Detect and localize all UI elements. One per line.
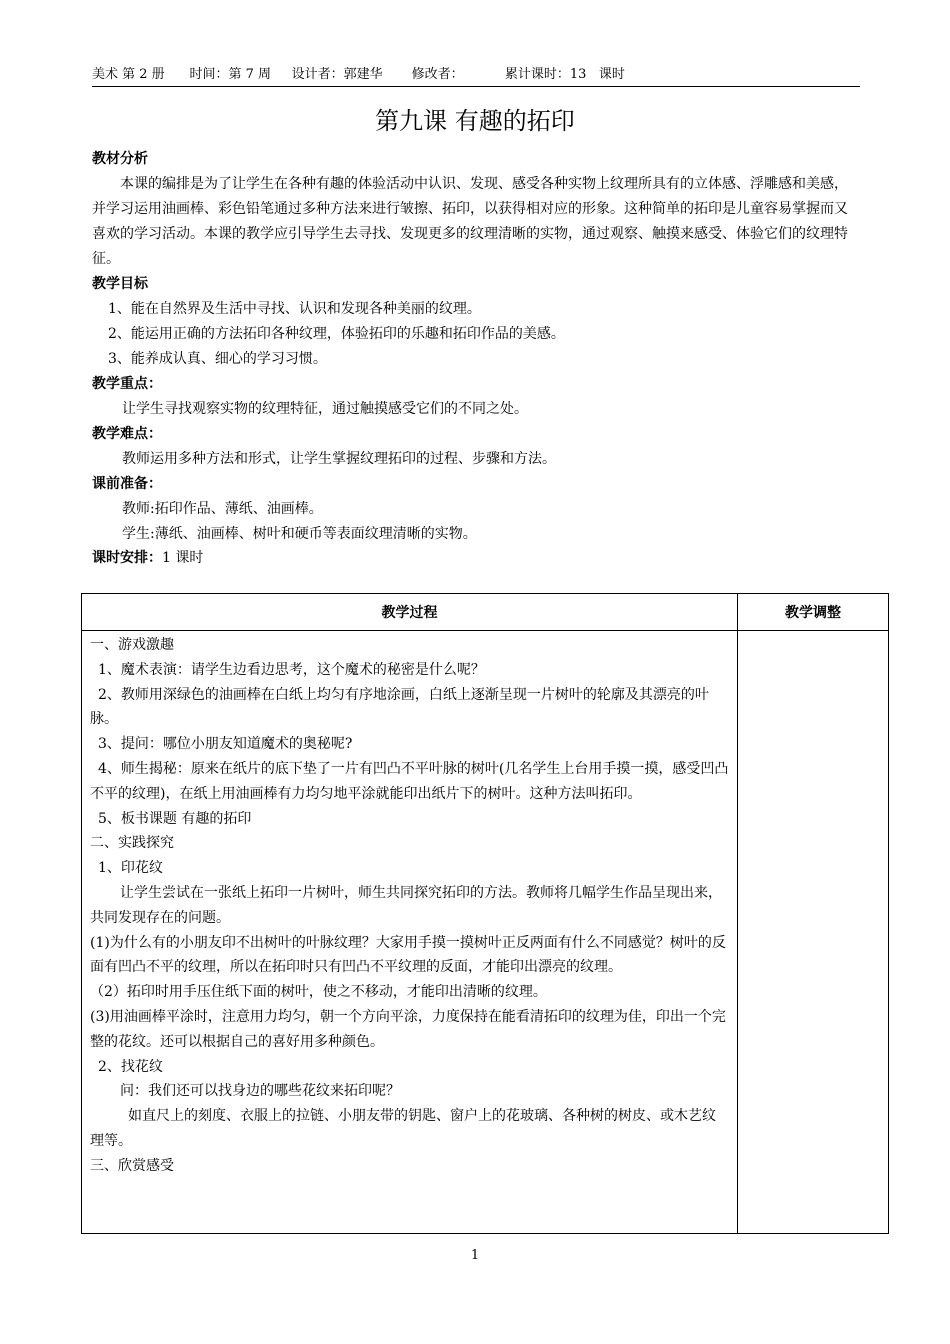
key-points-text: 让学生寻找观察实物的纹理特征，通过触摸感受它们的不同之处。 (122, 401, 528, 417)
objective-item: 2、能运用正确的方法拓印各种纹理，体验拓印的乐趣和拓印作品的美感。 (108, 326, 565, 342)
process-line: （2）拓印时用手压住纸下面的树叶，使之不移动，才能印出清晰的纹理。 (90, 984, 547, 1001)
adjust-cell (738, 631, 889, 1234)
material-analysis-heading: 教材分析 (92, 151, 148, 167)
document-header: 美术 第 2 册 时间：第 7 周 设计者：郭建华 修改者： 累计课时：13 课时 (92, 67, 625, 82)
preparation-heading: 课前准备： (92, 476, 162, 492)
preparation-student: 学生:薄纸、油画棒、树叶和硬币等表面纹理清晰的实物。 (122, 526, 477, 542)
process-line: 2、找花纹 (98, 1058, 163, 1075)
difficulties-text: 教师运用多种方法和形式，让学生掌握纹理拓印的过程、步骤和方法。 (122, 451, 556, 467)
teaching-process-table (81, 593, 889, 1234)
schedule-section (92, 546, 860, 571)
material-analysis-section (92, 147, 860, 272)
objective-item: 1、能在自然界及生活中寻找、认识和发现各种美丽的纹理。 (108, 301, 481, 317)
schedule-heading: 课时安排： (92, 550, 162, 566)
objectives-section (92, 272, 860, 372)
process-line: 1、印花纹 (98, 860, 163, 877)
process-line: 二、实践探究 (90, 835, 174, 852)
process-content (82, 631, 737, 1233)
objectives-heading: 教学目标 (92, 276, 148, 292)
process-line: (1)为什么有的小朋友印不出树叶的叶脉纹理？大家用手摸一摸树叶正反两面有什么不同感觉？树叶的反面有凹凸不平的纹理，所以在拓印时只有凹凸不平纹理的反面，才能印出漂亮的纹理。 (90, 934, 726, 976)
key-points-section (92, 372, 860, 422)
column-header-adjust: 教学调整 (738, 594, 889, 631)
process-line: 4、师生揭秘：原来在纸片的底下垫了一片有凹凸不平叶脉的树叶(几名学生上台用手摸一摸，感受凹凸不平的纹理)，在纸上用油画棒有力均匀地平涂就能印出纸片下的树叶。这种方法叫拓印。 (90, 760, 729, 802)
process-line: 5、板书课题 有趣的拓印 (98, 810, 252, 827)
column-header-process: 教学过程 (82, 594, 738, 631)
lesson-title: 第九课 有趣的拓印 (375, 107, 575, 135)
page-number: 1 (470, 1248, 480, 1263)
key-points-heading: 教学重点： (92, 376, 162, 392)
process-cell (82, 631, 738, 1234)
header-divider (92, 86, 860, 87)
process-line: 3、提问：哪位小朋友知道魔术的奥秘呢? (98, 736, 353, 753)
material-analysis-text: 本课的编排是为了让学生在各种有趣的体验活动中认识、发现、感受各种实物上纹理所具有的立体感、浮雕感和美感，并学习运用油画棒、彩色铅笔通过多种方法来进行皱擦、拓印，以获得相对应的形象。这种简单的拓印是儿童容易掌握而又喜欢的学习活动。本课的教学应引导学生去寻找、发现更多的纹理清晰的实物，通过观察、触摸来感受、体验它们的纹理特征。 (92, 176, 848, 267)
schedule-value: 1 课时 (162, 550, 204, 566)
process-line: (3)用油画棒平涂时，注意用力均匀，朝一个方向平涂，力度保持在能看清拓印的纹理为佳，印出一个完整的花纹。还可以根据自己的喜好用多种颜色。 (90, 1008, 726, 1050)
table-body-row (82, 631, 889, 1234)
process-line: 让学生尝试在一张纸上拓印一片树叶，师生共同探究拓印的方法。教师将几幅学生作品呈现出来，共同发现存在的问题。 (90, 884, 722, 926)
process-line: 如直尺上的刻度、衣服上的拉链、小朋友带的钥匙、窗户上的花玻璃、各种树的树皮、或木艺纹理等。 (90, 1108, 716, 1149)
difficulties-section (92, 422, 860, 472)
process-line: 三、欣赏感受 (90, 1157, 174, 1174)
objective-item: 3、能养成认真、细心的学习习惯。 (108, 351, 327, 367)
preparation-teacher: 教师:拓印作品、薄纸、油画棒。 (122, 501, 323, 517)
process-line: 1、魔术表演：请学生边看边思考，这个魔术的秘密是什么呢？ (98, 661, 485, 678)
process-line: 问：我们还可以找身边的哪些花纹来拓印呢？ (120, 1083, 400, 1100)
difficulties-heading: 教学难点： (92, 426, 162, 442)
preparation-section (92, 472, 860, 547)
table-header-row (82, 594, 889, 631)
process-line: 2、教师用深绿色的油画棒在白纸上均匀有序地涂画，白纸上逐渐呈现一片树叶的轮廓及其漂亮的叶脉。 (90, 686, 709, 728)
process-line: 一、游戏激趣 (90, 637, 174, 653)
